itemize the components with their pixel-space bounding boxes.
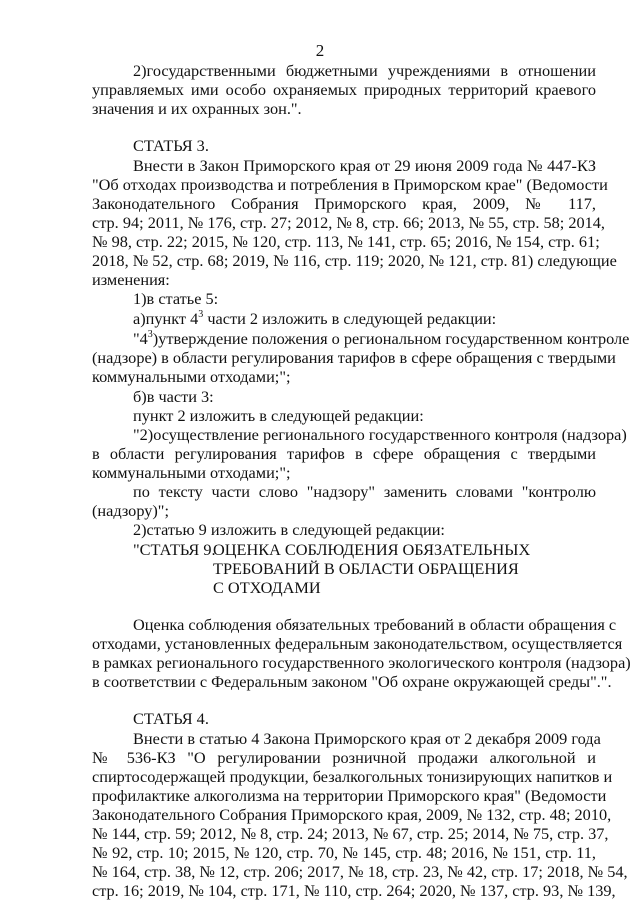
text-line: Законодательного Собрания Приморского края, 2009, № 132, стр. 48; 2010,	[92, 805, 612, 824]
article-3-heading: СТАТЬЯ 3.	[133, 136, 209, 155]
article-9-title: ОЦЕНКА СОБЛЮДЕНИЯ ОБЯЗАТЕЛЬНЫХ	[213, 540, 531, 559]
quote-line: в области регулирования тарифов в сфере обращения с твердыми	[92, 444, 596, 463]
text-line: "Об отходах производства и потребления в Приморском крае" (Ведомости	[92, 175, 608, 194]
text-line: в соответствии с Федеральным законом "Об охране окружающей среды".".	[92, 672, 612, 691]
list-item: а)пункт $4^3$ части 2 изложить в следующей редакции:	[133, 308, 497, 328]
text-line: профилактике алкоголизма на территории Приморского края" (Ведомости	[92, 786, 607, 805]
text-line: № 144, стр. 59; 2012, № 8, стр. 24; 2013, № 67, стр. 25; 2014, № 75, стр. 37,	[92, 824, 609, 843]
text-line: Оценка соблюдения обязательных требований в области обращения с	[133, 615, 617, 634]
text-line: 2018, № 52, стр. 68; 2019, № 116, стр. 119; 2020, № 121, стр. 81) следующие	[92, 251, 617, 270]
text-line: спиртосодержащей продукции, безалкогольных тонизирующих напитков и	[92, 767, 613, 786]
text-line: № 536-КЗ "О регулировании розничной продажи алкогольной и	[92, 748, 596, 767]
article-4-heading: СТАТЬЯ 4.	[133, 709, 209, 728]
text-line: отходами, установленных федеральным законодательством, осуществляется	[92, 634, 623, 653]
text-line: в рамках регионального государственного экологического контроля (надзора)	[92, 653, 631, 672]
quote-line: коммунальными отходами;";	[92, 367, 291, 386]
text-line: значения и их охранных зон.".	[92, 99, 302, 118]
text-line: № 92, стр. 10; 2015, № 120, стр. 70, № 145, стр. 48; 2016, № 151, стр. 11,	[92, 843, 596, 862]
text-line: (надзору)";	[92, 501, 169, 520]
quote-line: "$4^3)утверждение$ положения о региональном государственном контроле	[133, 328, 630, 348]
list-item: 1)в статье 5:	[133, 289, 219, 308]
article-9-title: ТРЕБОВАНИЙ В ОБЛАСТИ ОБРАЩЕНИЯ	[213, 559, 519, 578]
quote-line: (надзоре) в области регулирования тарифов в сфере обращения с твердыми	[92, 348, 616, 367]
text-line: стр. 16; 2019, № 104, стр. 171, № 110, стр. 264; 2020, № 137, стр. 93, № 139,	[92, 881, 616, 900]
text-line: стр. 94; 2011, № 176, стр. 27; 2012, № 8, стр. 66; 2013, № 55, стр. 58; 2014,	[92, 213, 606, 232]
text-line: № 164, стр. 38, № 12, стр. 206; 2017, № 18, стр. 23, № 42, стр. 17; 2018, № 54,	[92, 862, 628, 881]
quote-line: коммунальными отходами;";	[92, 463, 291, 482]
text-line: 2)государственными бюджетными учреждениями в отношении	[133, 61, 596, 80]
text-line: по тексту части слово "надзору" заменить словами "контролю	[133, 482, 596, 501]
text-line: управляемых ими особо охраняемых природных территорий краевого	[92, 80, 596, 99]
list-item: 2)статью 9 изложить в следующей редакции:	[133, 520, 445, 539]
text-line: изменения:	[92, 270, 170, 289]
article-9-title: С ОТХОДАМИ	[213, 578, 321, 597]
text-line: Законодательного Собрания Приморского края, 2009, № 117,	[92, 194, 596, 213]
page-number: 2	[315, 41, 325, 60]
text-line: № 98, стр. 22; 2015, № 120, стр. 113, № 141, стр. 65; 2016, № 154, стр. 61;	[92, 232, 600, 251]
quote-line: "2)осуществление регионального государственного контроля (надзора)	[133, 425, 627, 444]
article-9-label: "СТАТЬЯ 9.	[133, 540, 216, 559]
list-item: пункт 2 изложить в следующей редакции:	[133, 406, 424, 425]
list-item: б)в части 3:	[133, 387, 214, 406]
text-line: Внести в статью 4 Закона Приморского края от 2 декабря 2009 года	[133, 729, 601, 748]
text-line: Внести в Закон Приморского края от 29 июня 2009 года № 447-КЗ	[133, 156, 596, 175]
